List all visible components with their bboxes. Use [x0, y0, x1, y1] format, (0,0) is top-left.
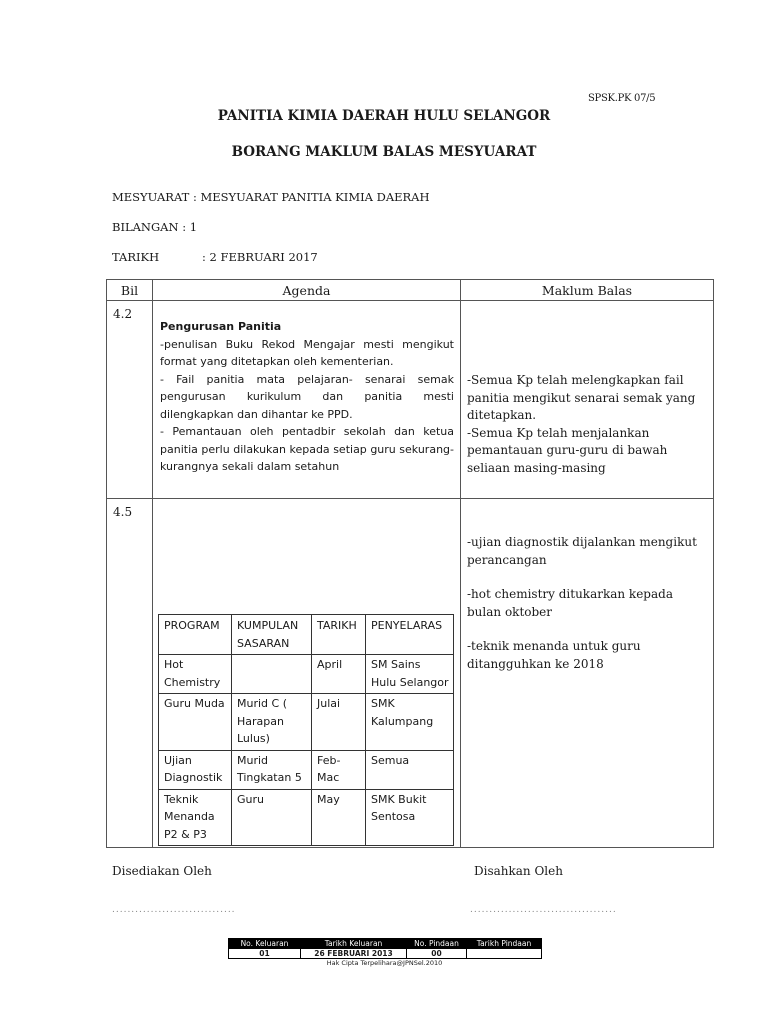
program-cell: SMK Kalumpang — [366, 694, 454, 751]
row-bil: 4.5 — [107, 499, 153, 848]
row-maklum-balas — [461, 499, 714, 848]
control-value-cell: 00 — [407, 949, 467, 959]
table-header-row — [107, 280, 714, 301]
program-cell: Guru — [232, 789, 312, 846]
approved-by-signature-line: ...................................... — [470, 905, 617, 915]
program-row — [159, 750, 454, 789]
feedback-item: -ujian diagnostik dijalankan mengikut perancangan — [467, 535, 697, 567]
program-cell: Murid Tingkatan 5 — [232, 750, 312, 789]
program-header-cell: KUMPULAN SASARAN — [232, 615, 312, 655]
control-header-cell: No. Keluaran — [229, 939, 301, 949]
program-header-cell: PROGRAM — [159, 615, 232, 655]
copyright-notice: Hak Cipta Terpelihara@JPNSel.2010 — [326, 959, 443, 967]
control-header-cell: No. Pindaan — [407, 939, 467, 949]
agenda-line: -penulisan Buku Rekod Mengajar mesti mengikut format yang ditetapkan oleh kementerian. — [160, 337, 454, 368]
form-title: BORANG MAKLUM BALAS MESYUARAT — [231, 144, 537, 160]
control-header-row — [229, 939, 542, 949]
meeting-number: BILANGAN : 1 — [112, 220, 198, 234]
program-cell: SMK Bukit Sentosa — [366, 789, 454, 846]
program-table — [158, 614, 454, 846]
program-cell — [232, 655, 312, 694]
control-header-cell: Tarikh Keluaran — [301, 939, 407, 949]
program-cell: Feb-Mac — [312, 750, 366, 789]
program-cell: Murid C ( Harapan Lulus) — [232, 694, 312, 751]
prepared-by-signature-line: ................................ — [112, 905, 236, 915]
meeting-date-value: : 2 FEBRUARI 2017 — [202, 250, 318, 264]
row-agenda — [153, 301, 461, 499]
document-code: SPSK.PK 07/5 — [588, 93, 656, 104]
program-cell: April — [312, 655, 366, 694]
header-agenda: Agenda — [153, 280, 461, 301]
control-value-row — [229, 949, 542, 959]
feedback-item: -teknik menanda untuk guru ditangguhkan ke 2018 — [467, 639, 641, 671]
agenda-line: - Pemantauan oleh pentadbir sekolah dan ketua panitia perlu dilakukan kepada setiap guru sekurang-kurangnya sekali dalam setahun — [160, 425, 454, 473]
program-cell: SM Sains Hulu Selangor — [366, 655, 454, 694]
feedback-item: -hot chemistry ditukarkan kepada bulan oktober — [467, 587, 673, 619]
control-header-cell: Tarikh Pindaan — [467, 939, 542, 949]
prepared-by-label: Disediakan Oleh — [112, 864, 212, 878]
program-cell: Semua — [366, 750, 454, 789]
agenda-heading: Pengurusan Panitia — [160, 320, 282, 333]
program-header-cell: TARIKH — [312, 615, 366, 655]
control-value-cell: 26 FEBRUARI 2013 — [301, 949, 407, 959]
feedback-item: -Semua Kp telah melengkapkan fail panitia mengikut senarai semak yang ditetapkan. — [467, 373, 696, 422]
program-cell: Hot Chemistry — [159, 655, 232, 694]
approved-by-label: Disahkan Oleh — [474, 864, 563, 878]
header-maklum-balas: Maklum Balas — [461, 280, 714, 301]
row-maklum-balas — [461, 301, 714, 499]
program-cell: Ujian Diagnostik — [159, 750, 232, 789]
control-value-cell — [467, 949, 542, 959]
meeting-date — [112, 250, 318, 264]
table-row — [107, 301, 714, 499]
program-cell: May — [312, 789, 366, 846]
program-row — [159, 789, 454, 846]
header-bil: Bil — [107, 280, 153, 301]
page-title: PANITIA KIMIA DAERAH HULU SELANGOR — [217, 108, 551, 124]
program-header-cell: PENYELARAS — [366, 615, 454, 655]
feedback-item: -Semua Kp telah menjalankan pemantauan guru-guru di bawah seliaan masing-masing — [467, 425, 668, 475]
control-value-cell: 01 — [229, 949, 301, 959]
meeting-name: MESYUARAT : MESYUARAT PANITIA KIMIA DAERAH — [112, 190, 430, 204]
program-header-row — [159, 615, 454, 655]
program-cell: Guru Muda — [159, 694, 232, 751]
program-cell: Teknik Menanda P2 & P3 — [159, 789, 232, 846]
program-cell: Julai — [312, 694, 366, 751]
program-row — [159, 694, 454, 751]
program-row — [159, 655, 454, 694]
row-bil: 4.2 — [107, 301, 153, 499]
document-control-table — [228, 938, 542, 959]
agenda-line: - Fail panitia mata pelajaran- senarai semak pengurusan kurikulum dan panitia mesti dilengkapkan dan dihantar ke PPD. — [160, 372, 454, 421]
meeting-date-label: TARIKH — [112, 250, 160, 264]
